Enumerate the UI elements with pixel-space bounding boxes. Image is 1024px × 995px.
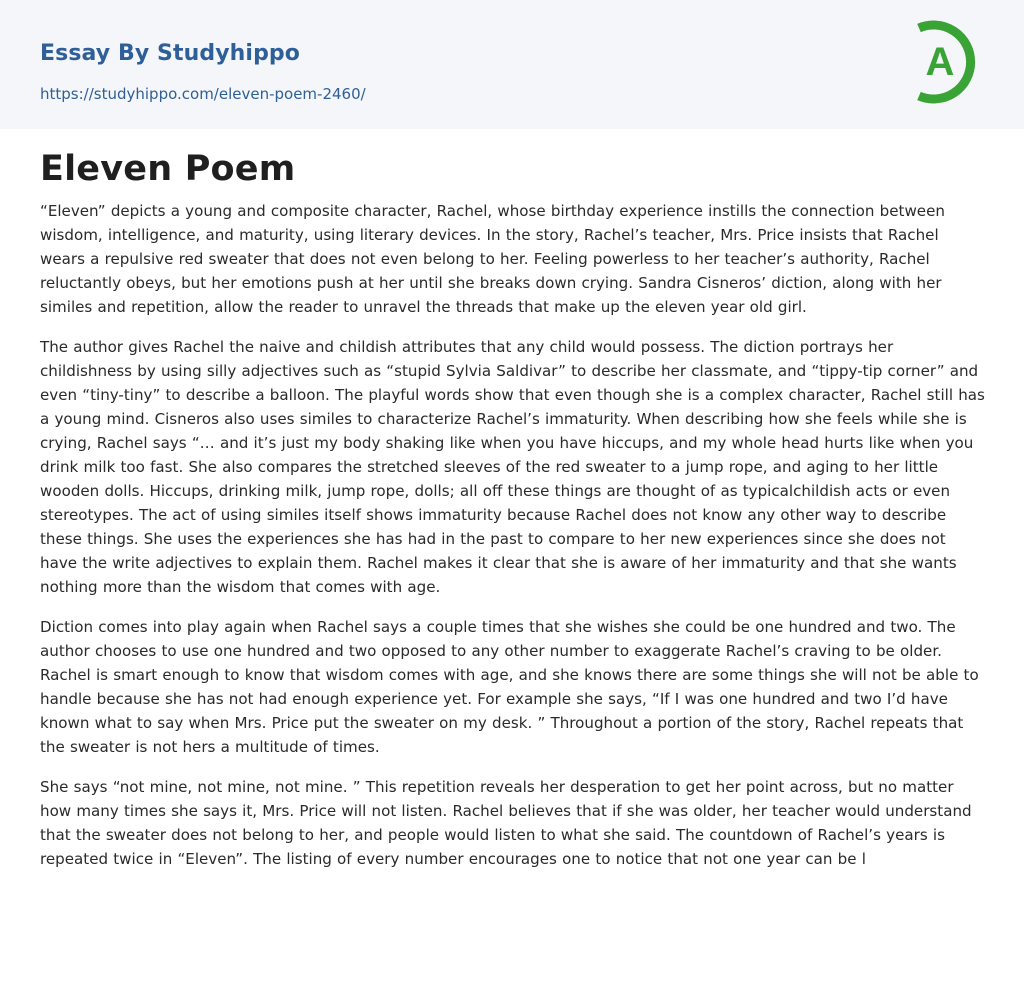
- essay-title: Eleven Poem: [40, 149, 296, 189]
- studyhippo-logo-icon[interactable]: [905, 18, 989, 106]
- brand-title[interactable]: Essay By Studyhippo: [40, 41, 300, 66]
- essay-paragraph-2: The author gives Rachel the naive and childish attributes that any child would possess. The diction portrays her childishness by using silly adjectives such as “stupid Sylvia Saldivar” to describe her classmate, and “tippy-tip corner” and even “tiny-tiny” to describe a balloon. The playful words show that even though she is a complex character, Rachel still has a young mind. Cisneros also uses similes to characterize Rachel’s immaturity. When describing how she feels while she is crying, Rachel says “… and it’s just my body shaking like when you have hiccups, and my whole head hurts like when you drink milk too fast. She also compares the stretched sleeves of the red sweater to a jump rope, and aging to her little wooden dolls. Hiccups, drinking milk, jump rope, dolls; all off these things are thought of as typicalchildish acts or even stereotypes. The act of using similes itself shows immaturity because Rachel does not know any other way to describe these things. She uses the experiences she has had in the past to compare to her new experiences since she does not have the write adjectives to explain them. Rachel makes it clear that she is aware of her immaturity and that she wants nothing more than the wisdom that comes with age.: [40, 338, 985, 596]
- essay-content: [0, 129, 1024, 871]
- site-header: [0, 0, 1024, 129]
- essay-paragraph-1: “Eleven” depicts a young and composite character, Rachel, whose birthday experience instills the connection between wisdom, intelligence, and maturity, using literary devices. In the story, Rachel’s teacher, Mrs. Price insists that Rachel wears a repulsive red sweater that does not even belong to her. Feeling powerless to her teacher’s authority, Rachel reluctantly obeys, but her emotions push at her until she breaks down crying. Sandra Cisneros’ diction, along with her similes and repetition, allow the reader to unravel the threads that make up the eleven year old girl.: [40, 202, 945, 316]
- logo-letter: A: [925, 40, 955, 84]
- essay-url-link[interactable]: https://studyhippo.com/eleven-poem-2460/: [40, 85, 366, 103]
- essay-paragraph-3: Diction comes into play again when Rachel says a couple times that she wishes she could be one hundred and two. The author chooses to use one hundred and two opposed to any other number to exaggerate Rachel’s craving to be older. Rachel is smart enough to know that wisdom comes with age, and she knows there are some things she will not be able to handle because she has not had enough experience yet. For example she says, “If I was one hundred and two I’d have known what to say when Mrs. Price put the sweater on my desk. ” Throughout a portion of the story, Rachel repeats that the sweater is not hers a multitude of times.: [40, 618, 979, 756]
- essay-paragraph-4: She says “not mine, not mine, not mine. ” This repetition reveals her desperation to get her point across, but no matter how many times she says it, Mrs. Price will not listen. Rachel believes that if she was older, her teacher would understand that the sweater does not belong to her, and people would listen to what she said. The countdown of Rachel’s years is repeated twice in “Eleven”. The listing of every number encourages one to notice that not one year can be l: [40, 778, 972, 868]
